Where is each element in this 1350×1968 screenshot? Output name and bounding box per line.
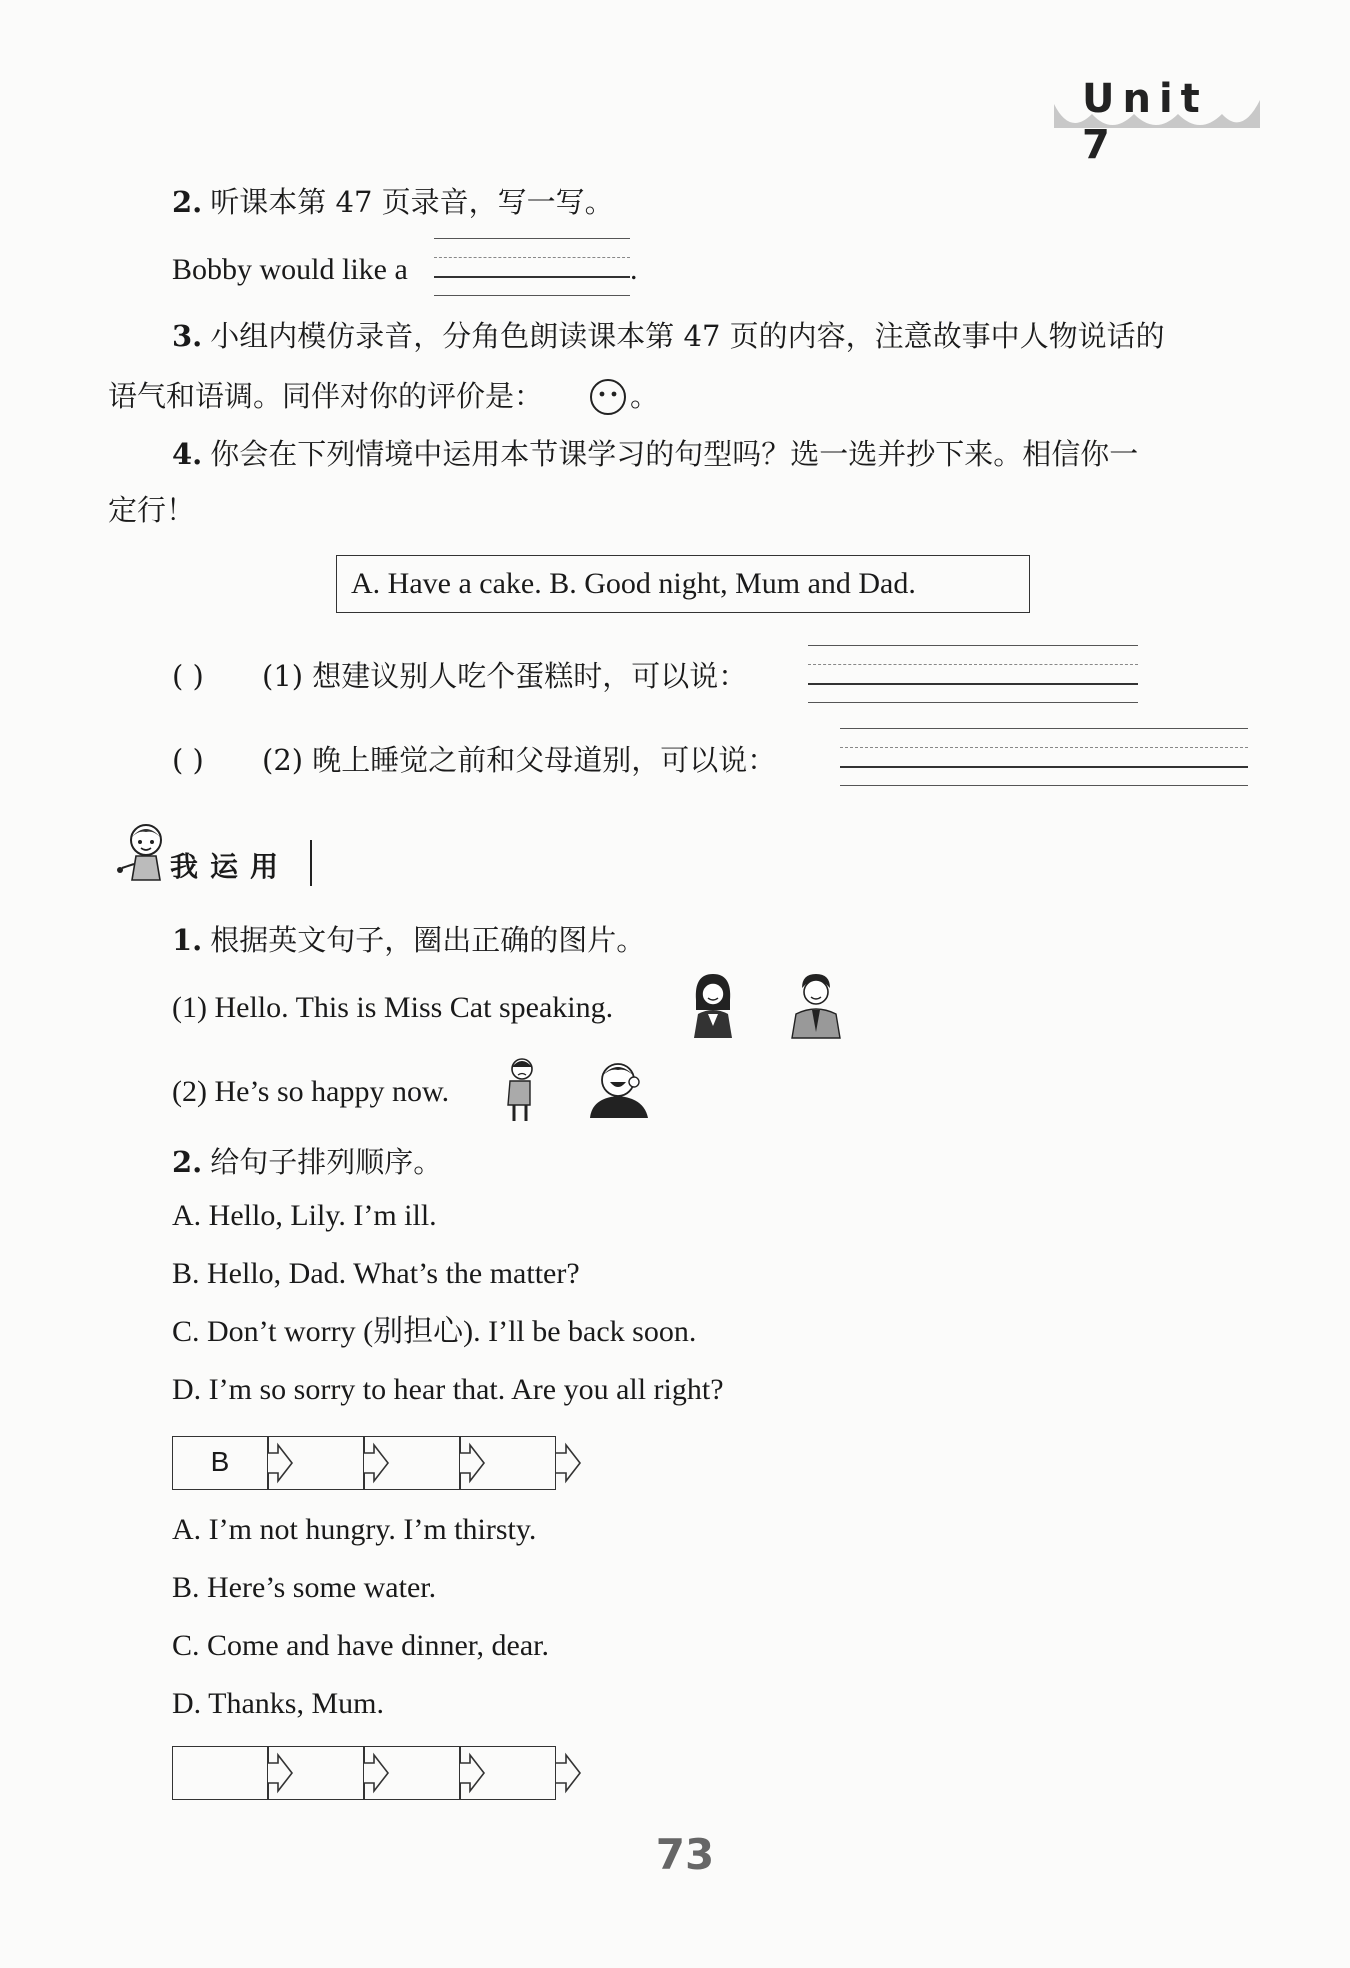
group2-sentence-d: D. Thanks, Mum.: [172, 1687, 384, 1720]
sad-boy-picture-icon[interactable]: [496, 1055, 542, 1125]
group1-sentence-c: C. Don’t worry (别担心). I’ll be back soon.: [172, 1315, 697, 1348]
group2-sentence-a: A. I’m not hungry. I’m thirsty.: [172, 1513, 537, 1546]
q3-line1-text: 小组内模仿录音，分角色朗读课本第 47 页的内容，注意故事中人物说话的: [210, 319, 1165, 353]
page-number: 73: [655, 1830, 715, 1879]
arrow-right-icon: [554, 1746, 584, 1800]
q2-answer-lines[interactable]: [434, 238, 630, 296]
q4-item1-text: (1) 想建议别人吃个蛋糕时，可以说：: [262, 659, 748, 693]
apply-q1-instruction: [172, 920, 645, 960]
q4-line2: 定行！: [108, 493, 196, 527]
q4-item1-paren[interactable]: ( ): [172, 659, 204, 693]
apply-q1-number: 1.: [172, 923, 203, 957]
unit-label: Unit 7: [1082, 76, 1208, 168]
order-chain-1: [172, 1436, 572, 1494]
apply-q2-number: 2.: [172, 1145, 203, 1179]
q2-instruction: [172, 182, 614, 222]
apply-q2-instruction: [172, 1142, 442, 1182]
order-chain-2: [172, 1746, 572, 1804]
group2-sentence-c: C. Come and have dinner, dear.: [172, 1629, 550, 1662]
woman-picture-icon[interactable]: [688, 970, 738, 1040]
q3-line2-text: 语气和语调。同伴对你的评价是：: [108, 379, 544, 413]
q3-line1: [172, 316, 1165, 356]
arrow-right-icon: [458, 1436, 488, 1490]
girl-mascot-icon: [112, 818, 168, 890]
group1-sentence-d: D. I’m so sorry to hear that. Are you all right?: [172, 1373, 724, 1406]
q3-line2: [108, 376, 543, 416]
arrow-right-icon: [266, 1746, 296, 1800]
q2-sentence: Bobby would like a: [172, 253, 408, 286]
q2-number: 2.: [172, 185, 203, 219]
q4-item2-text: (2) 晚上睡觉之前和父母道别，可以说：: [262, 743, 777, 777]
group2-sentence-b: B. Here’s some water.: [172, 1571, 437, 1604]
group1-sentence-b: B. Hello, Dad. What’s the matter?: [172, 1257, 580, 1290]
q4-line1-text: 你会在下列情境中运用本节课学习的句型吗？选一选并抄下来。相信你一: [210, 437, 1139, 471]
q2-end-punct: .: [630, 253, 638, 286]
q4-number: 4.: [172, 437, 203, 471]
apply-q2-instruction-text: 给句子排列顺序。: [210, 1145, 443, 1179]
group1-sentence-a: A. Hello, Lily. I’m ill.: [172, 1199, 437, 1232]
apply-q1-item2-text: (2) He’s so happy now.: [172, 1075, 450, 1108]
arrow-right-icon: [266, 1436, 296, 1490]
smiley-face-icon[interactable]: [588, 377, 628, 417]
arrow-right-icon: [458, 1746, 488, 1800]
arrow-right-icon: [554, 1436, 584, 1490]
q4-item2-paren[interactable]: ( ): [172, 743, 204, 777]
apply-q1-instruction-text: 根据英文句子，圈出正确的图片。: [210, 923, 646, 957]
section-title: 我运用: [170, 850, 291, 883]
order-chain-1-box-1: B: [172, 1436, 268, 1490]
q4-options-box: A. Have a cake. B. Good night, Mum and Dad.: [336, 555, 1030, 613]
apply-q1-item1-text: (1) Hello. This is Miss Cat speaking.: [172, 991, 614, 1024]
q4-item2-answer-lines[interactable]: [840, 728, 1248, 786]
arrow-right-icon: [362, 1436, 392, 1490]
q3-end-punct: 。: [630, 379, 660, 413]
order-chain-2-box-1[interactable]: [172, 1746, 268, 1800]
section-divider: [310, 840, 312, 886]
happy-boy-picture-icon[interactable]: [586, 1058, 656, 1120]
q3-number: 3.: [172, 319, 203, 353]
q2-instruction-text: 听课本第 47 页录音，写一写。: [210, 185, 614, 219]
arrow-right-icon: [362, 1746, 392, 1800]
q4-line1: [172, 434, 1138, 474]
q4-item1-answer-lines[interactable]: [808, 645, 1138, 703]
man-picture-icon[interactable]: [788, 970, 844, 1040]
unit-header: [1052, 70, 1262, 168]
